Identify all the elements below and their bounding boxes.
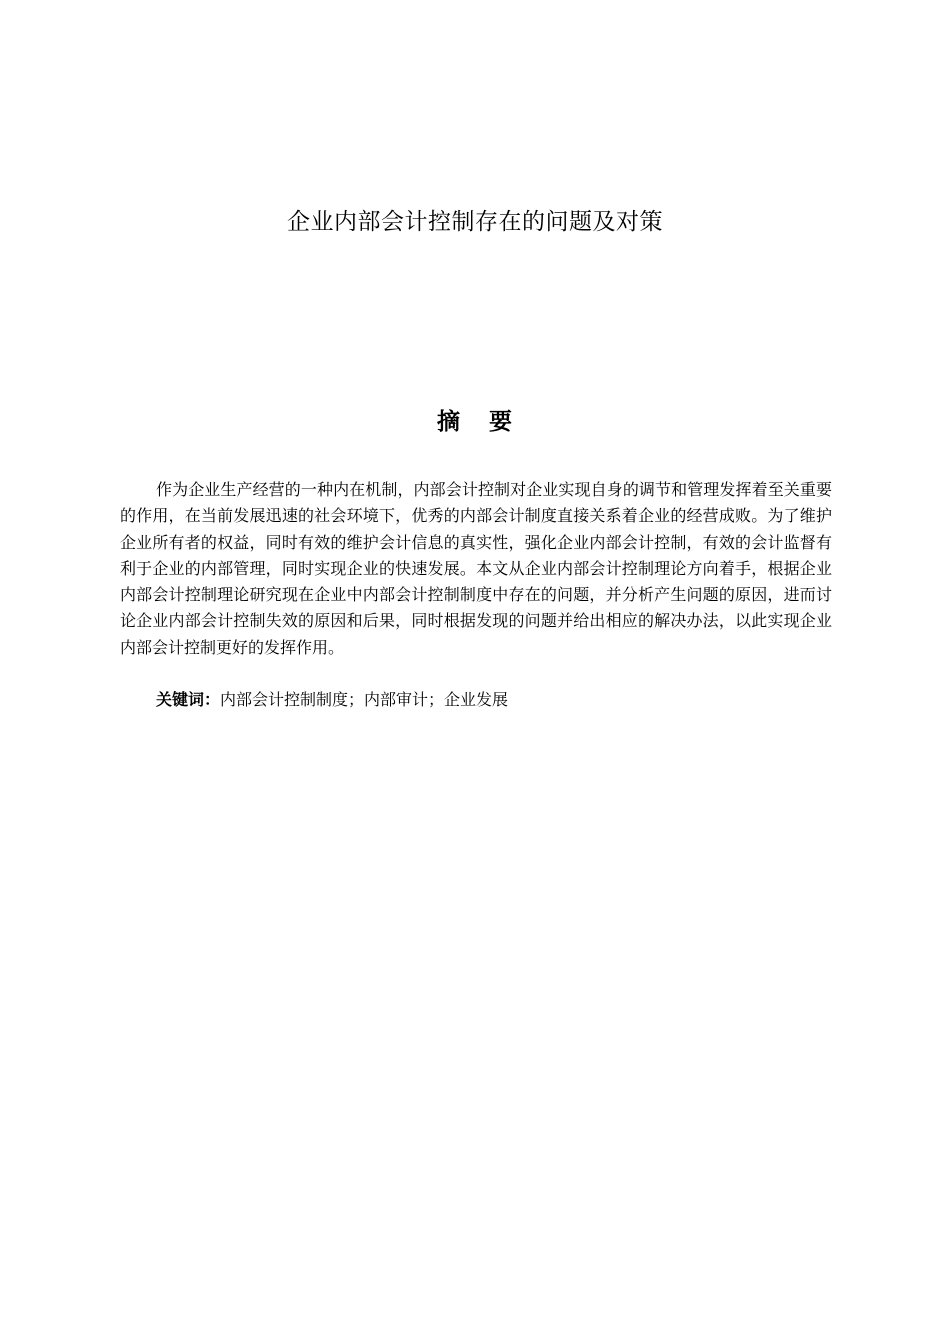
keywords-line	[156, 687, 832, 713]
abstract-heading-first-char: 摘	[437, 409, 461, 435]
abstract-heading-second-char: 要	[489, 409, 513, 435]
document-title: 企业内部会计控制存在的问题及对策	[287, 209, 663, 235]
keywords-text: 内部会计控制制度；内部审计；企业发展	[220, 690, 509, 709]
abstract-heading	[0, 405, 950, 439]
keywords-label: 关键词：	[156, 690, 221, 709]
abstract-paragraph: 作为企业生产经营的一种内在机制，内部会计控制对企业实现自身的调节和管理发挥着至关重要的作用，在当前发展迅速的社会环境下，优秀的内部会计制度直接关系着企业的经营成败。为了维护企业所有者的权益，同时有效的维护会计信息的真实性，强化企业内部会计控制，有效的会计监督有利于企业的内部管理，同时实现企业的快速发展。本文从企业内部会计控制理论方向着手，根据企业内部会计控制理论研究现在企业中内部会计控制制度中存在的问题，并分析产生问题的原因，进而讨论企业内部会计控制失效的原因和后果，同时根据发现的问题并给出相应的解决办法，以此实现企业内部会计控制更好的发挥作用。	[120, 480, 832, 657]
